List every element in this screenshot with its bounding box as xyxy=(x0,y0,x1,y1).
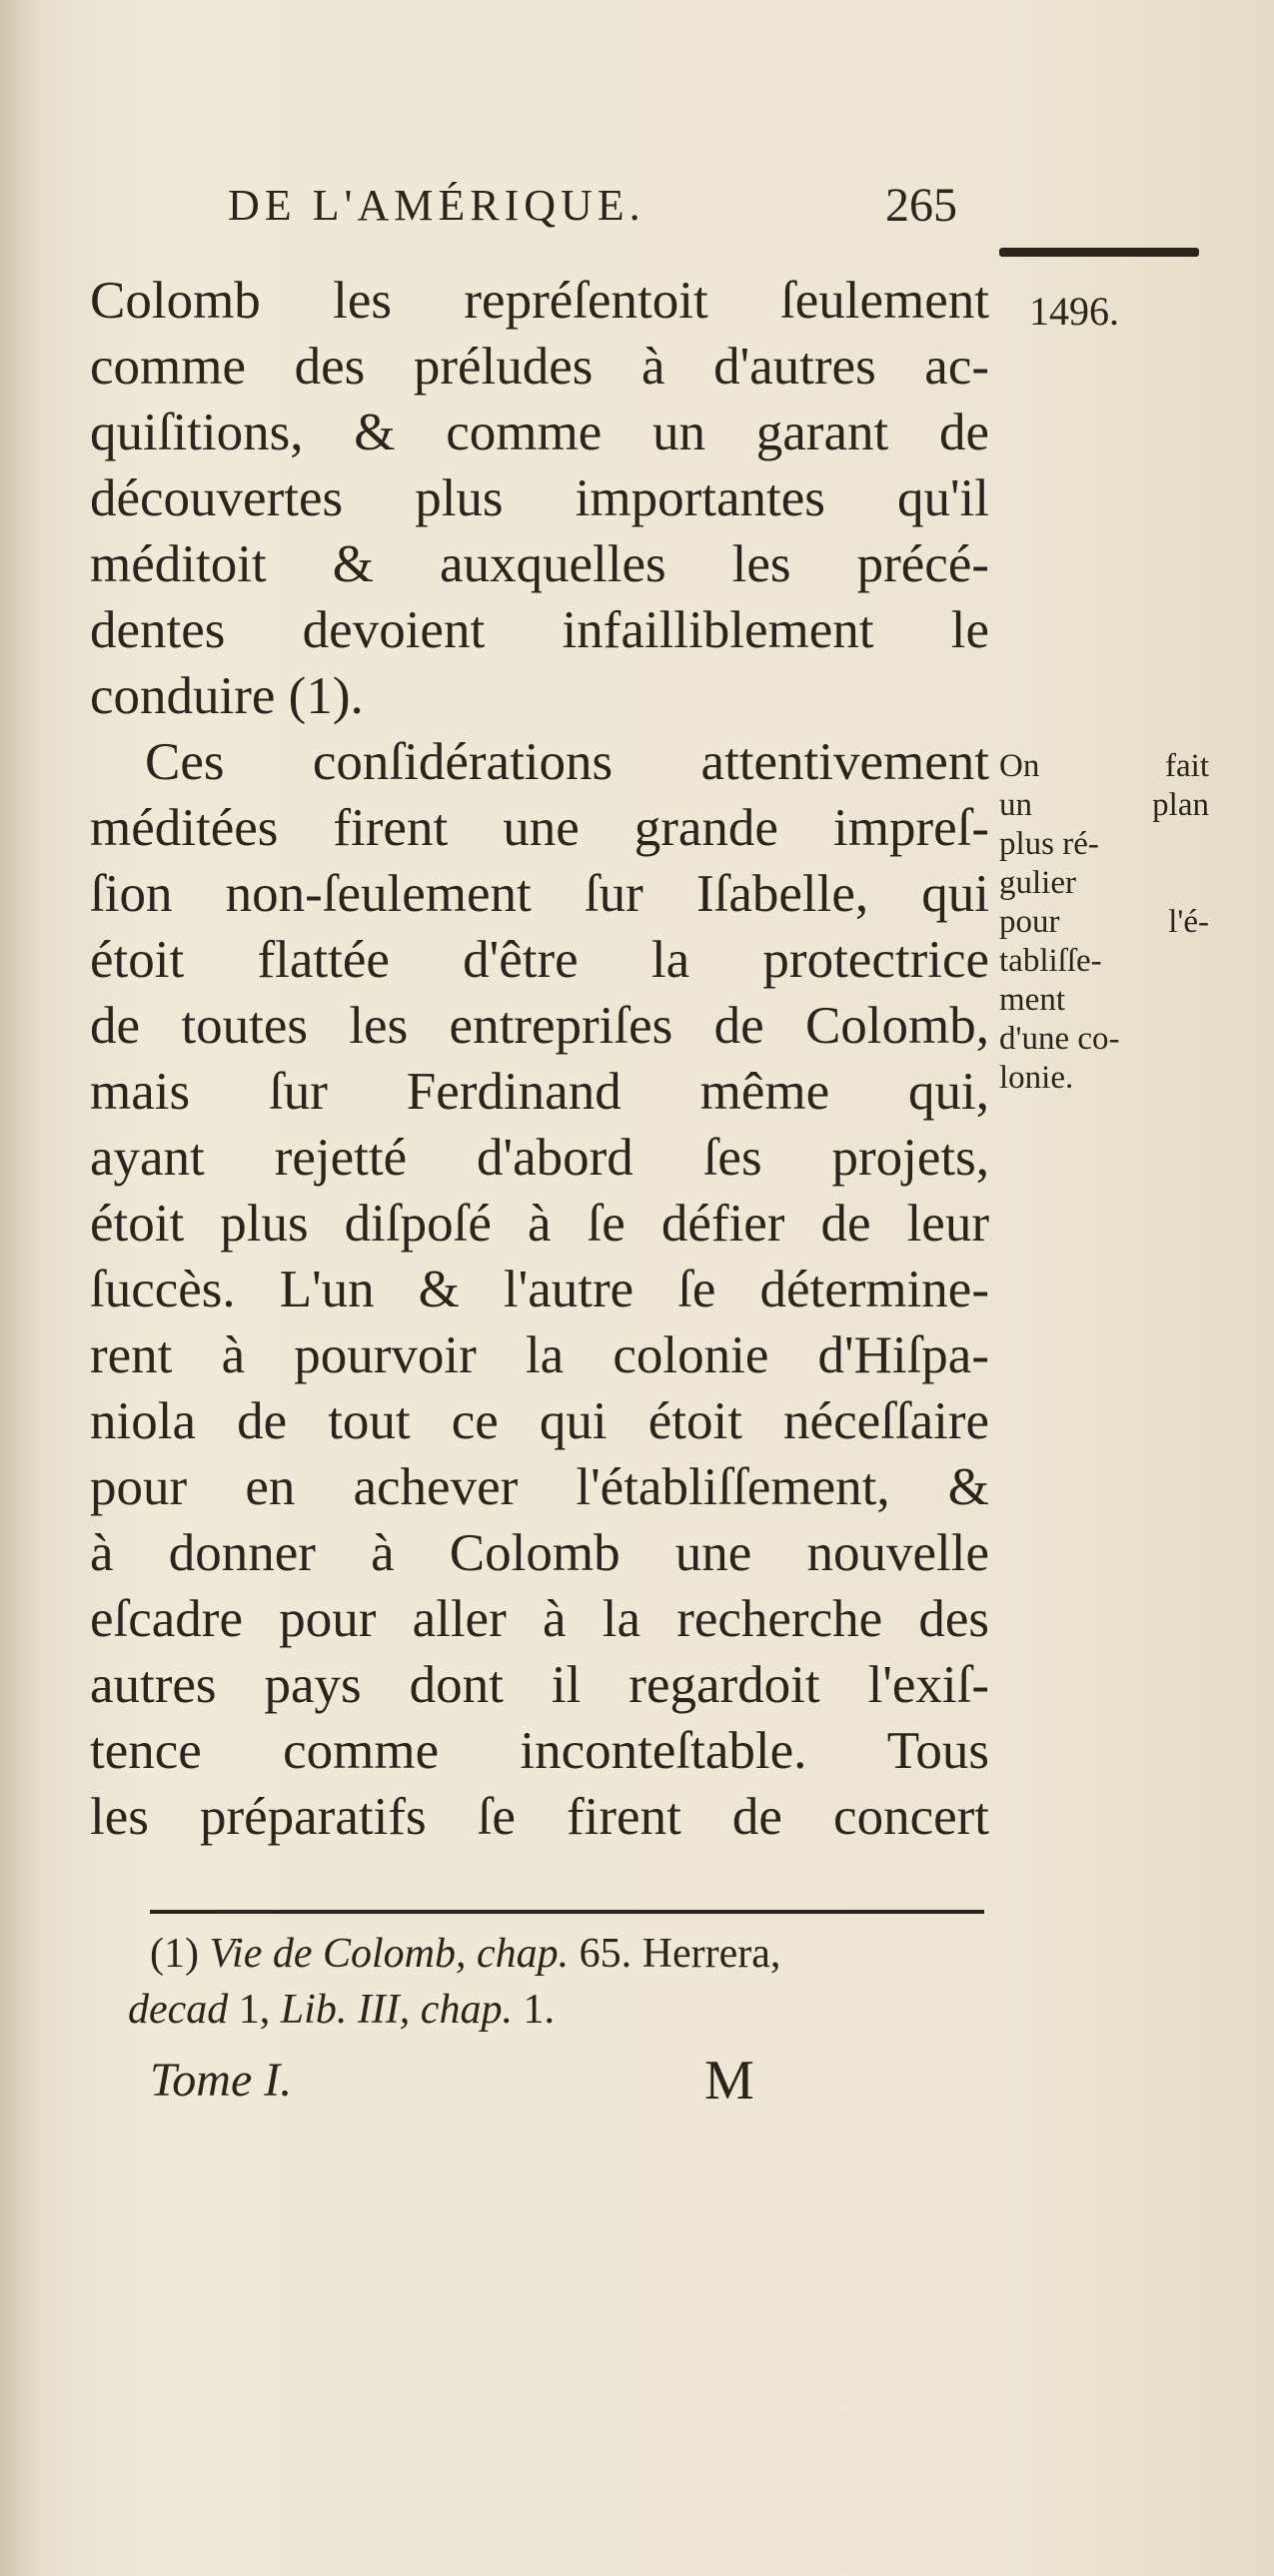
footnote-text: 1. xyxy=(523,1987,555,2033)
signature-mark: M xyxy=(704,2050,754,2112)
marginal-note-line: gulier xyxy=(999,865,1076,901)
body-line: étoit flattée d'être la protectrice xyxy=(90,931,989,989)
body-line: niola de tout ce qui étoit néceſſaire xyxy=(90,1392,989,1450)
footnote-line xyxy=(128,1926,997,1982)
body-line: quiſitions, & comme un garant de xyxy=(90,404,989,461)
margin-year: 1496. xyxy=(1029,289,1119,334)
running-head: DE L'AMÉRIQUE. xyxy=(228,181,645,230)
body-line: tence comme inconteſtable. Tous xyxy=(90,1722,989,1780)
footnote-lib: Lib. III, xyxy=(280,1987,411,2033)
body-line: Ces conſidérations attentivement xyxy=(145,733,989,791)
footnote-text: 65. Herrera, xyxy=(579,1931,781,1977)
marginal-note-line: ment xyxy=(999,982,1065,1018)
body-line: dentes devoient infailliblement le xyxy=(90,601,989,659)
footnote xyxy=(128,1926,997,2038)
marginal-note-line: plus ré- xyxy=(999,826,1099,862)
volume-label: Tome I. xyxy=(150,2054,293,2107)
body-line: autres pays dont il regardoit l'exiſ- xyxy=(90,1656,989,1714)
body-line: conduire (1). xyxy=(90,667,364,725)
marginal-note-line: un plan xyxy=(999,787,1209,823)
footnote-rule xyxy=(150,1910,984,1914)
signature-row xyxy=(150,2050,849,2123)
body-line: méditées firent une grande impreſ- xyxy=(90,799,989,857)
footnote-decad: decad xyxy=(128,1987,229,2033)
footnote-chap: chap. xyxy=(420,1987,513,2033)
footnote-text: 1, xyxy=(238,1987,271,2033)
body-line: eſcadre pour aller à la recherche des xyxy=(90,1590,989,1648)
body-line: ſion non-ſeulement ſur Iſabelle, qui xyxy=(90,865,989,923)
marginal-note xyxy=(999,747,1209,1098)
footnote-marker: (1) xyxy=(150,1931,199,1977)
body-line: découvertes plus importantes qu'il xyxy=(90,469,989,527)
body-line: étoit plus diſpoſé à ſe défier de leur xyxy=(90,1195,989,1253)
body-line: comme des préludes à d'autres ac- xyxy=(90,338,989,396)
body-line: ayant rejetté d'abord ſes projets, xyxy=(90,1129,989,1187)
marginal-note-line: pour l'é- xyxy=(999,904,1209,940)
marginal-note-line: On fait xyxy=(999,748,1209,784)
body-line: à donner à Colomb une nouvelle xyxy=(90,1524,989,1582)
body-line: Colomb les repréſentoit ſeulement xyxy=(90,272,989,330)
footnote-citation: Vie de Colomb, chap. xyxy=(209,1931,570,1977)
marginal-note-line: lonie. xyxy=(999,1060,1074,1096)
body-line: ſuccès. L'un & l'autre ſe détermine- xyxy=(90,1261,989,1318)
body-line: les préparatifs ſe firent de concert xyxy=(90,1788,989,1846)
body-text xyxy=(90,268,989,1850)
body-line: de toutes les entrepriſes de Colomb, xyxy=(90,997,989,1055)
body-line: pour en achever l'établiſſement, & xyxy=(90,1458,989,1516)
marginal-note-line: d'une co- xyxy=(999,1021,1120,1057)
body-line: mais ſur Ferdinand même qui, xyxy=(90,1063,989,1121)
body-line: méditoit & auxquelles les précé- xyxy=(90,535,989,593)
marginal-note-line: tabliſſe- xyxy=(999,943,1102,979)
page-number: 265 xyxy=(885,179,957,232)
body-line: rent à pourvoir la colonie d'Hiſpa- xyxy=(90,1326,989,1384)
header-rule xyxy=(999,248,1199,257)
footnote-line xyxy=(128,1982,997,2038)
